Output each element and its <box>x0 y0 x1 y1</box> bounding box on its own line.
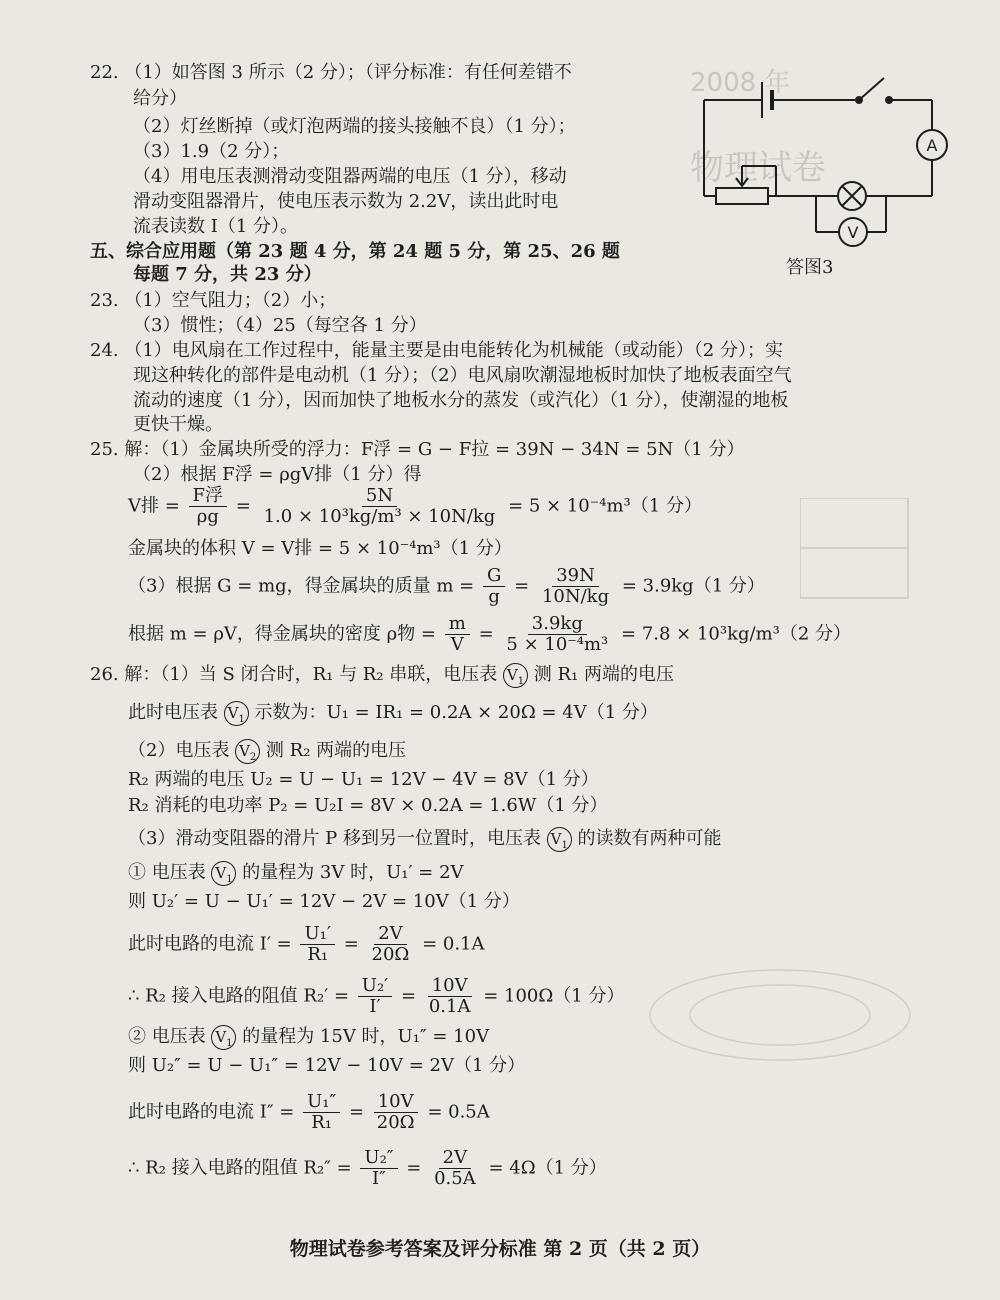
voltmeter-v1-symbol <box>503 663 528 688</box>
formula-prefix: （3）根据 G = mg，得金属块的质量 m = <box>128 575 475 597</box>
formula-lhs: V排 = <box>128 495 180 517</box>
q26-line-2-text: 此时电压表 <box>128 702 218 723</box>
numerator: U₁″ <box>303 1092 340 1113</box>
q26-line-7-tail: 的量程为 3V 时，U₁′ = 2V <box>242 862 464 883</box>
q25-volume-formula <box>128 486 702 527</box>
numerator: U₁′ <box>300 924 334 945</box>
bleed-through-header: 2008 年 <box>690 68 791 98</box>
numerator: 10V <box>428 976 472 997</box>
fraction <box>368 924 414 965</box>
numerator: U₂′ <box>358 976 392 997</box>
denominator: R₁ <box>311 1112 333 1133</box>
section-5-heading-line-2: 每题 7 分，共 23 分） <box>133 264 322 285</box>
formula-rhs: = 7.8 × 10³kg/m³（2 分） <box>621 623 852 645</box>
equals-sign: = <box>343 933 359 955</box>
numerator: 39N <box>552 566 599 587</box>
q22-line-7: 流表读数 I（1 分）。 <box>133 216 299 237</box>
bleed-through-figure <box>620 960 920 1080</box>
q26-line-6 <box>128 826 721 852</box>
circuit-diagram <box>686 62 956 280</box>
q26-line-5: R₂ 消耗的电功率 P₂ = U₂I = 8V × 0.2A = 1.6W（1 分） <box>128 795 608 816</box>
denominator: I′ <box>369 996 381 1017</box>
q25-density-formula <box>128 614 851 655</box>
q22-line-6: 滑动变阻器滑片，使电压表示数为 2.2V，读出此时电 <box>133 191 559 212</box>
formula-rhs: = 3.9kg（1 分） <box>621 575 765 597</box>
denominator: R₁ <box>307 944 329 965</box>
formula-rhs: = 5 × 10⁻⁴m³（1 分） <box>508 495 702 517</box>
numerator: G <box>483 566 505 587</box>
numerator: 3.9kg <box>528 614 587 635</box>
q26-line-11-tail: 的量程为 15V 时，U₁″ = 10V <box>242 1026 490 1047</box>
q26-line-7 <box>128 860 464 886</box>
voltmeter-v2-symbol <box>235 739 260 764</box>
q26-line-3 <box>128 738 406 764</box>
voltmeter-v1-symbol <box>547 827 572 852</box>
formula-rhs: = 0.5A <box>427 1101 490 1123</box>
equals-sign: = <box>348 1101 365 1123</box>
q23-line-2: （3）惯性；（4）25（每空各 1 分） <box>133 315 427 336</box>
numerator: m <box>445 614 470 635</box>
q25-line-4: 金属块的体积 V = V排 = 5 × 10⁻⁴m³（1 分） <box>128 538 512 559</box>
fraction <box>425 976 475 1017</box>
q26-line-2 <box>128 700 658 726</box>
denominator: V <box>450 634 464 655</box>
voltmeter-v1-symbol <box>211 861 236 886</box>
denominator: 0.5A <box>434 1168 476 1189</box>
equals-sign: = <box>514 575 530 597</box>
meter-letter: V <box>550 829 562 848</box>
numerator: 5N <box>362 486 397 507</box>
q26-line-3-text: （2）电压表 <box>128 740 230 761</box>
q22-line-5: （4）用电压表测滑动变阻器两端的电压（1 分），移动 <box>133 166 567 187</box>
q26-line-2-tail: 示数为：U₁ = IR₁ = 0.2A × 20Ω = 4V（1 分） <box>254 702 658 723</box>
numerator: 2V <box>439 1148 471 1169</box>
formula-rhs: = 4Ω（1 分） <box>488 1157 607 1179</box>
denominator: 20Ω <box>371 944 410 965</box>
q25-mass-formula <box>128 566 765 607</box>
fraction <box>303 1092 340 1133</box>
meter-subscript: 2 <box>249 751 257 763</box>
denominator: 20Ω <box>376 1112 415 1133</box>
q24-line-4: 更快干燥。 <box>133 414 223 435</box>
ammeter-label: A <box>926 136 938 155</box>
q26-line-7-text: ① 电压表 <box>128 862 206 883</box>
fraction <box>360 1148 397 1189</box>
q22-line-2: 给分） <box>133 88 187 109</box>
section-5-heading-line-1: 五、综合应用题（第 23 题 4 分，第 24 题 5 分，第 25、26 题 <box>90 241 620 262</box>
denominator: 0.1A <box>428 996 471 1017</box>
q22-line-3: （2）灯丝断掉（或灯泡两端的接头接触不良）（1 分）； <box>133 116 576 137</box>
denominator: ρg <box>196 506 219 527</box>
q26-line-1-text: 26. 解：（1）当 S 闭合时，R₁ 与 R₂ 串联，电压表 <box>90 664 498 685</box>
meter-letter: V <box>215 1027 227 1046</box>
meter-letter: V <box>227 703 239 722</box>
page-footer: 物理试卷参考答案及评分标准 第 2 页（共 2 页） <box>289 1238 711 1260</box>
q24-line-2: 现这种转化的部件是电动机（1 分）；（2）电风扇吹潮湿地板时加快了地板表面空气 <box>133 365 792 386</box>
meter-subscript: 1 <box>238 713 245 725</box>
fraction <box>260 486 500 527</box>
numerator: F浮 <box>189 486 228 507</box>
equals-sign: = <box>401 985 417 1007</box>
numerator: U₂″ <box>360 1148 397 1169</box>
denominator: g <box>488 586 500 607</box>
formula-rhs: = 100Ω（1 分） <box>483 985 625 1007</box>
q26-line-1 <box>90 662 674 688</box>
q24-line-1: 24. （1）电风扇在工作过程中，能量主要是由电能转化为机械能（或动能）（2 分）；实 <box>90 340 783 361</box>
equals-sign: = <box>406 1157 422 1179</box>
formula-prefix: ∴ R₂ 接入电路的阻值 R₂′ = <box>128 985 350 1007</box>
formula-prefix: 此时电路的电流 I″ = <box>128 1101 295 1123</box>
q26-current-formula-1 <box>128 924 485 965</box>
q25-line-1 <box>90 437 744 463</box>
q23-line-1: 23. （1）空气阻力；（2）小； <box>90 290 337 311</box>
meter-subscript: 1 <box>517 675 525 687</box>
meter-letter: V <box>239 741 250 760</box>
q26-current-formula-2 <box>128 1092 490 1133</box>
meter-subscript: 1 <box>226 873 233 885</box>
q25-line-1-prefix: 25. 解：（1）金属块所受的浮力： <box>90 439 361 460</box>
meter-letter: V <box>215 863 227 882</box>
q26-resistance-formula-1 <box>128 976 624 1017</box>
voltmeter-v1-symbol <box>211 1025 236 1050</box>
meter-letter: V <box>506 665 518 684</box>
fraction <box>538 566 613 607</box>
fraction <box>502 614 612 655</box>
q26-line-8: 则 U₂′ = U − U₁′ = 12V − 2V = 10V（1 分） <box>128 891 520 912</box>
q26-line-11-text: ② 电压表 <box>128 1026 206 1047</box>
fraction <box>300 924 334 965</box>
q26-line-6-text: （3）滑动变阻器的滑片 P 移到另一位置时，电压表 <box>128 828 542 849</box>
formula-rhs: = 0.1A <box>422 933 485 955</box>
bleed-through-table <box>800 498 910 608</box>
q22-line-4: （3）1.9（2 分）； <box>133 141 290 162</box>
q26-line-6-tail: 的读数有两种可能 <box>577 828 722 849</box>
denominator: 10N/kg <box>541 586 610 607</box>
q25-buoyancy-equation: F浮 = G − F拉 = 39N − 34N = 5N（1 分） <box>360 439 745 460</box>
denominator: I″ <box>372 1168 386 1189</box>
q26-line-11 <box>128 1024 489 1050</box>
fraction <box>483 566 505 607</box>
formula-prefix: ∴ R₂ 接入电路的阻值 R₂″ = <box>128 1157 352 1179</box>
bleed-through-title: 物理试卷 <box>690 148 826 188</box>
q26-resistance-formula-2 <box>128 1148 607 1189</box>
q26-line-4: R₂ 两端的电压 U₂ = U − U₁ = 12V − 4V = 8V（1 分） <box>128 769 599 790</box>
q25-line-2: （2）根据 F浮 = ρgV排（1 分）得 <box>133 464 422 485</box>
equals-sign: = <box>478 623 494 645</box>
q26-line-3-tail: 测 R₂ 两端的电压 <box>265 740 407 761</box>
denominator: 5 × 10⁻⁴m³ <box>506 634 609 655</box>
q26-line-1-tail: 测 R₁ 两端的电压 <box>533 664 674 685</box>
fraction <box>445 614 470 655</box>
q24-line-3: 流动的速度（1 分），因而加快了地板水分的蒸发（或汽化）（1 分），使潮湿的地板 <box>133 390 789 411</box>
formula-prefix: 根据 m = ρV，得金属块的密度 ρ物 = <box>128 623 437 645</box>
fraction <box>189 486 228 527</box>
voltmeter-v1-symbol <box>224 701 249 726</box>
denominator: 1.0 × 10³kg/m³ × 10N/kg <box>263 506 496 527</box>
q26-line-12: 则 U₂″ = U − U₁″ = 12V − 10V = 2V（1 分） <box>128 1055 526 1076</box>
numerator: 10V <box>374 1092 418 1113</box>
voltmeter-label: V <box>847 223 859 242</box>
meter-subscript: 1 <box>226 1037 233 1049</box>
q22-line-1: 22. （1）如答图 3 所示（2 分）；（评分标准：有任何差错不 <box>90 62 572 83</box>
fraction <box>430 1148 480 1189</box>
fraction <box>358 976 392 1017</box>
meter-subscript: 1 <box>561 839 568 851</box>
equals-sign: = <box>235 495 251 517</box>
fraction <box>373 1092 419 1133</box>
formula-prefix: 此时电路的电流 I′ = <box>128 933 292 955</box>
circuit-caption: 答图3 <box>786 257 834 278</box>
numerator: 2V <box>374 924 406 945</box>
